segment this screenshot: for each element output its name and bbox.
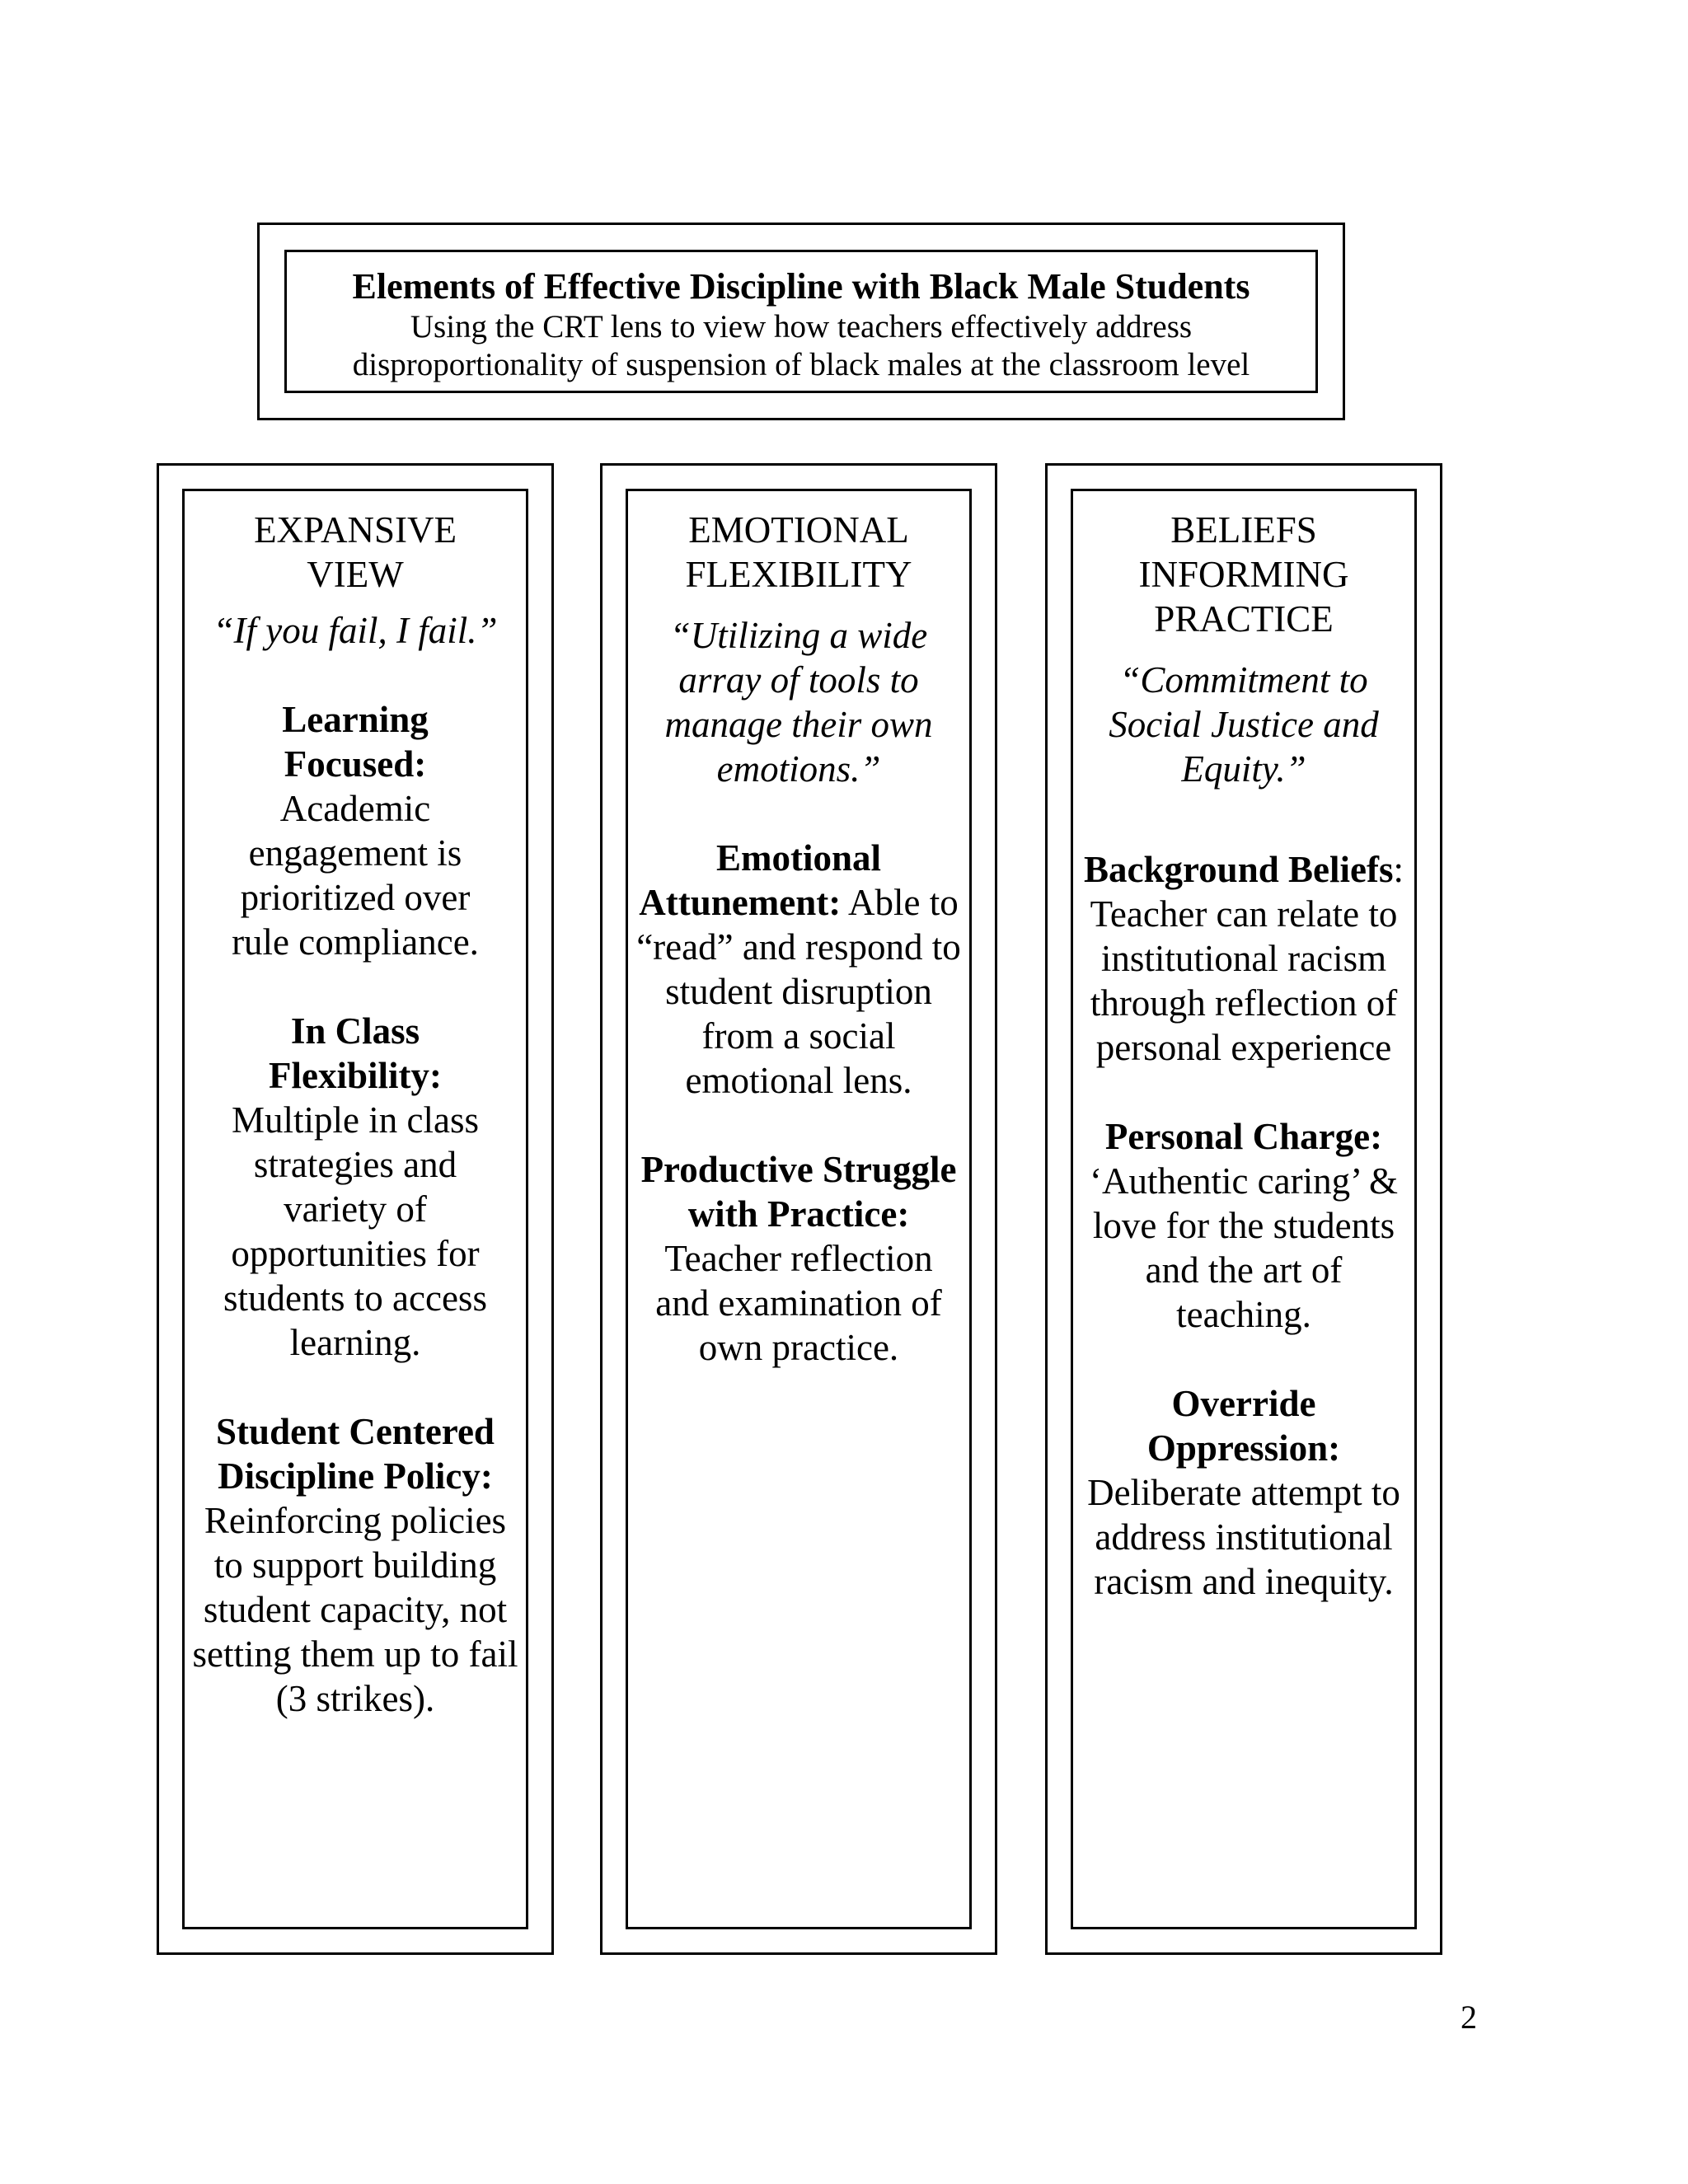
column-expansive-view [182, 489, 528, 1929]
item-text: ‘Authentic caring’ & love for the students and the art of teaching. [1089, 1160, 1399, 1335]
item-label: Personal Charge: [1104, 1116, 1383, 1157]
title-box [284, 250, 1318, 393]
column-emotional-flexibility [626, 489, 972, 1929]
column-item [635, 1147, 963, 1370]
column-beliefs-informing-practice [1071, 489, 1417, 1929]
column-emotional-flexibility-outer [600, 463, 997, 1955]
item-text: Academic engagement is prioritized over rule compliance. [232, 788, 479, 963]
title-box-outer [257, 223, 1345, 420]
item-label: Learning Focused: [282, 699, 429, 785]
column-item [1080, 1381, 1408, 1604]
column-heading: EMOTIONAL FLEXIBILITY [685, 509, 912, 595]
item-label: Productive Struggle with Practice: [640, 1149, 957, 1235]
column-beliefs-informing-practice-outer [1045, 463, 1442, 1955]
item-text: Deliberate attempt to address institutional racism and inequity. [1087, 1472, 1400, 1602]
item-text: Teacher reflection and examination of own practice. [655, 1238, 942, 1368]
item-label: Override Oppression: [1146, 1383, 1341, 1469]
column-item [635, 836, 963, 1103]
column-expansive-view-outer [157, 463, 554, 1955]
item-text: : Teacher can relate to institutional racism through reflection of personal experience [1090, 849, 1404, 1068]
page-number: 2 [1461, 1999, 1477, 2036]
item-label: In Class Flexibility: [269, 1010, 442, 1096]
item-label: Background Beliefs [1084, 849, 1394, 890]
item-text: Able to “read” and respond to student disruption from a social emotional lens. [636, 882, 961, 1101]
column-item [191, 1009, 519, 1365]
column-item [191, 1409, 519, 1721]
column-item [191, 697, 519, 964]
column-heading: BELIEFS INFORMING PRACTICE [1138, 509, 1349, 640]
column-heading: EXPANSIVE VIEW [254, 509, 457, 595]
column-item [1080, 1114, 1408, 1337]
item-label: Student Centered Discipline Policy: [216, 1411, 495, 1497]
column-quote: “If you fail, I fail.” [213, 610, 498, 651]
item-label: Emotional Attunement: [639, 837, 882, 923]
item-text: Multiple in class strategies and variety of opportunities for students to access learning. [223, 1099, 487, 1363]
column-quote: “Commitment to Social Justice and Equity.” [1109, 659, 1379, 790]
column-quote: “Utilizing a wide array of tools to manage their own emotions.” [664, 615, 933, 790]
column-item [1080, 847, 1408, 1070]
item-text: Reinforcing policies to support building student capacity, not setting them up to fail (3 strikes). [192, 1500, 518, 1719]
diagram-subtitle: Using the CRT lens to view how teachers effectively address disproportionality of suspension of black males at the classroom level [352, 309, 1250, 382]
diagram-title: Elements of Effective Discipline with Black Male Students [352, 266, 1250, 307]
